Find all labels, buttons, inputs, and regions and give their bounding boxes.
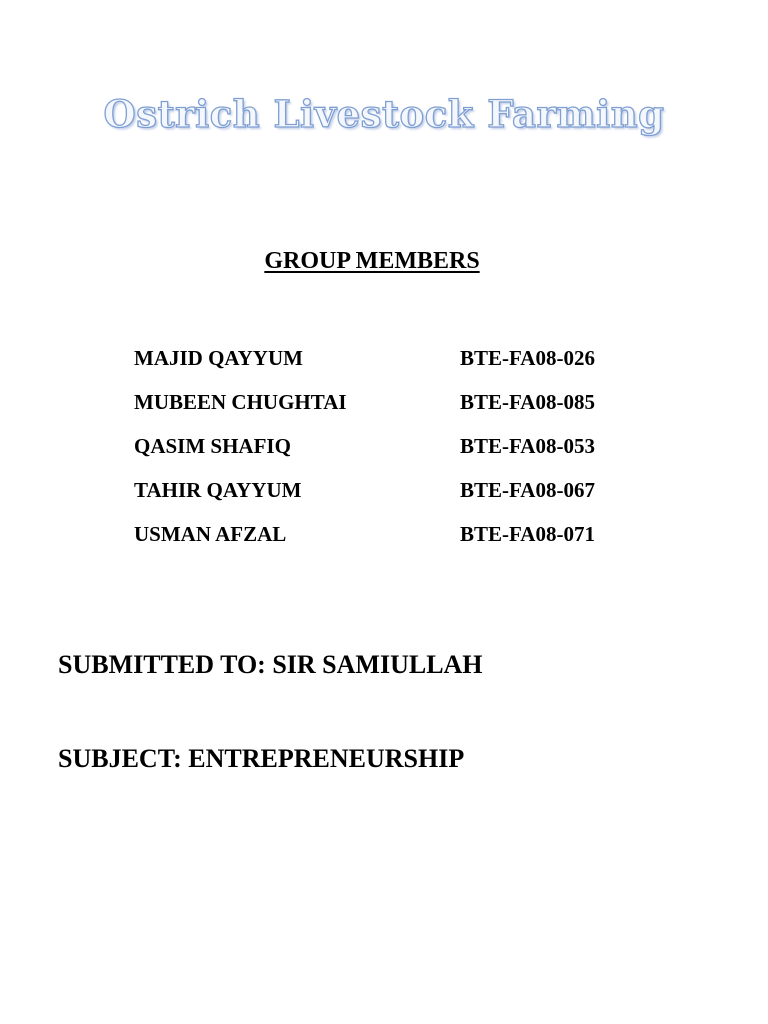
member-row bbox=[134, 468, 654, 512]
subject-line: SUBJECT: ENTREPRENEURSHIP bbox=[58, 744, 465, 773]
member-name: TAHIR QAYYUM bbox=[134, 477, 302, 502]
member-id: BTE-FA08-071 bbox=[460, 521, 595, 546]
member-row bbox=[134, 424, 654, 468]
member-row bbox=[134, 336, 654, 380]
member-id: BTE-FA08-067 bbox=[460, 477, 595, 502]
member-id: BTE-FA08-053 bbox=[460, 433, 595, 458]
document-title: Ostrich Livestock Farming bbox=[103, 92, 665, 136]
members-list bbox=[134, 336, 654, 556]
group-members-heading: GROUP MEMBERS bbox=[264, 248, 480, 274]
member-id: BTE-FA08-026 bbox=[460, 345, 595, 370]
member-id: BTE-FA08-085 bbox=[460, 389, 595, 414]
member-row bbox=[134, 380, 654, 424]
member-name: USMAN AFZAL bbox=[134, 521, 287, 546]
member-name: MAJID QAYYUM bbox=[134, 345, 303, 370]
submitted-to-line: SUBMITTED TO: SIR SAMIULLAH bbox=[58, 650, 483, 679]
member-row bbox=[134, 512, 654, 556]
member-name: QASIM SHAFIQ bbox=[134, 433, 291, 458]
member-name: MUBEEN CHUGHTAI bbox=[134, 389, 347, 414]
